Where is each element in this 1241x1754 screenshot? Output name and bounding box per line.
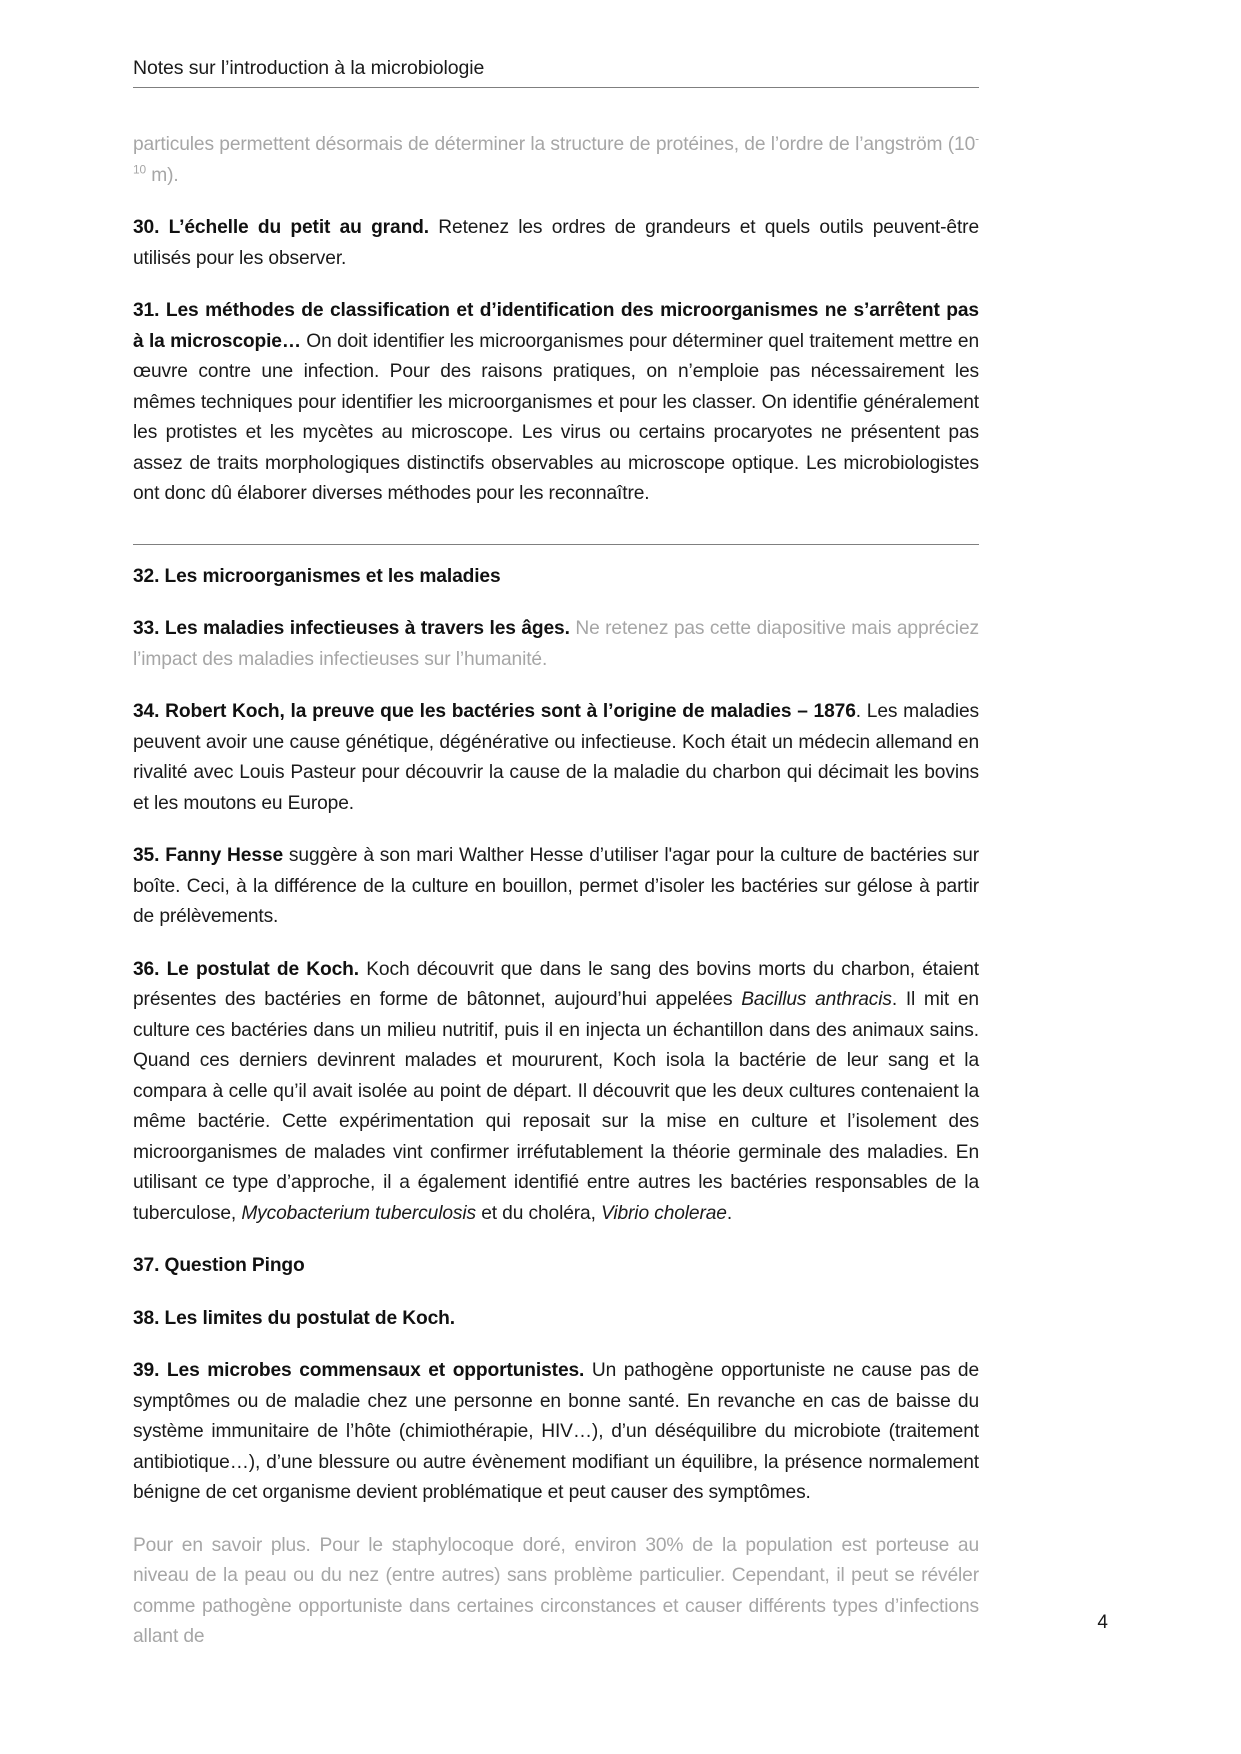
intro-run-1: particules permettent désormais de déterminer la structure de protéines, de l’ordre de l’angström (10 <box>133 134 976 155</box>
header-divider <box>133 87 979 88</box>
paragraph-item-30 <box>133 213 979 274</box>
item-39-body: Un pathogène opportuniste ne cause pas de symptômes ou de maladie chez une personne en bonne santé. En revanche en cas de baisse du système immunitaire de l’hôte (chimiothérapie, HIV…), d’un déséquilibre du microbiote (traitement antibiotique…), d’une blessure ou autre évènement modifiant un équilibre, la présence normalement bénigne de cet organisme devient problématique et peut causer des symptômes. <box>133 1360 980 1503</box>
paragraph-item-32: 32. Les microorganismes et les maladies <box>133 565 501 587</box>
paragraph-item-31 <box>133 296 979 510</box>
paragraph-more-info: Pour en savoir plus. Pour le staphylocoque doré, environ 30% de la population est porteuse au niveau de la peau ou du nez (entre autres) sans problème particulier. Cependant, il peut se révéler comme pathogène opportuniste dans certaines circonstances et causer différents types d’infections allant de <box>133 1534 979 1647</box>
paragraph-item-34 <box>133 697 979 819</box>
item-36-heading: 36. Le postulat de Koch. <box>133 958 359 980</box>
item-30-body: Retenez les ordres de grandeurs et quels outils peuvent-être utilisés pour les observer. <box>133 217 979 269</box>
page-header <box>133 56 979 88</box>
species-name-mycobacterium-tuberculosis: Mycobacterium tuberculosis <box>241 1202 476 1224</box>
item-33-body: Ne retenez pas cette diapositive mais appréciez l’impact des maladies infectieuses sur l’humanité. <box>133 618 979 670</box>
item-30-heading: 30. L’échelle du petit au grand. <box>133 217 429 238</box>
paragraph-item-36 <box>133 955 979 1230</box>
intro-exponent: -10 <box>133 131 979 177</box>
header-title: Notes sur l’introduction à la microbiologie <box>133 57 485 79</box>
divider-spacer <box>133 532 979 544</box>
document-body <box>133 130 979 1675</box>
item-36-body-4: . <box>726 1202 733 1224</box>
species-name-vibrio-cholerae: Vibrio cholerae <box>601 1202 727 1224</box>
intro-run-2: m). <box>146 164 179 186</box>
paragraph-item-37: 37. Question Pingo <box>133 1255 305 1276</box>
item-36-body-3: et du choléra, <box>476 1202 602 1224</box>
section-divider-rule <box>133 544 979 545</box>
item-39-heading: 39. Les microbes commensaux et opportunistes. <box>133 1360 585 1381</box>
item-34-body: . Les maladies peuvent avoir une cause génétique, dégénérative ou infectieuse. Koch était un médecin allemand en rivalité avec Louis Pasteur pour découvrir la cause de la maladie du charbon qui décimait les bovins et les moutons eu Europe. <box>133 701 979 814</box>
paragraph-item-35 <box>133 841 979 933</box>
item-35-heading: 35. Fanny Hesse <box>133 845 283 866</box>
item-34-heading: 34. Robert Koch, la preuve que les bactéries sont à l’origine de maladies – 1876 <box>133 701 856 722</box>
paragraph-item-39 <box>133 1356 979 1509</box>
item-36-body-2: . Il mit en culture ces bactéries dans un milieu nutritif, puis il en injecta un échantillon dans des animaux sains. Quand ces derniers devinrent malades et moururent, Koch isola la bactérie de leur sang et la compara à celle qu’il avait isolée au point de départ. Il découvrit que les deux cultures contenaient la même bactérie. Cette expérimentation qui reposait sur la mise en culture et l’isolement des microorganismes de malades vint confirmer irréfutablement la théorie germinale des maladies. En utilisant ce type d’approche, il a également identifié entre autres les bactéries responsables de la tuberculose, <box>133 989 979 1224</box>
page-number: 4 <box>1097 1612 1108 1633</box>
item-33-heading: 33. Les maladies infectieuses à travers les âges. <box>133 618 570 639</box>
item-31-body: On doit identifier les microorganismes pour déterminer quel traitement mettre en œuvre contre une infection. Pour des raisons pratiques, on n’emploie pas nécessairement les mêmes techniques pour identifier les microorganismes et pour les classer. On identifie généralement les protistes et les mycètes au microscope. Les virus ou certains procaryotes ne présentent pas assez de traits morphologiques distinctifs observables au microscope optique. Les microbiologistes ont donc dû élaborer diverses méthodes pour les reconnaître. <box>133 330 979 504</box>
item-35-body: suggère à son mari Walther Hesse d’utiliser l'agar pour la culture de bactéries sur boîte. Ceci, à la différence de la culture en bouillon, permet d’isoler les bactéries sur gélose à partir de prélèvements. <box>133 845 979 927</box>
item-31-heading: 31. Les méthodes de classification et d’identification des microorganismes ne s’arrêtent pas à la microscopie… <box>133 300 979 352</box>
paragraph-intro-continuation <box>133 130 979 191</box>
paragraph-item-38: 38. Les limites du postulat de Koch. <box>133 1307 455 1329</box>
item-36-body-1: Koch découvrit que dans le sang des bovins morts du charbon, étaient présentes des bactéries en forme de bâtonnet, aujourd’hui appelées <box>133 958 979 1010</box>
paragraph-item-33 <box>133 614 979 675</box>
species-name-bacillus-anthracis: Bacillus anthracis <box>741 989 892 1010</box>
